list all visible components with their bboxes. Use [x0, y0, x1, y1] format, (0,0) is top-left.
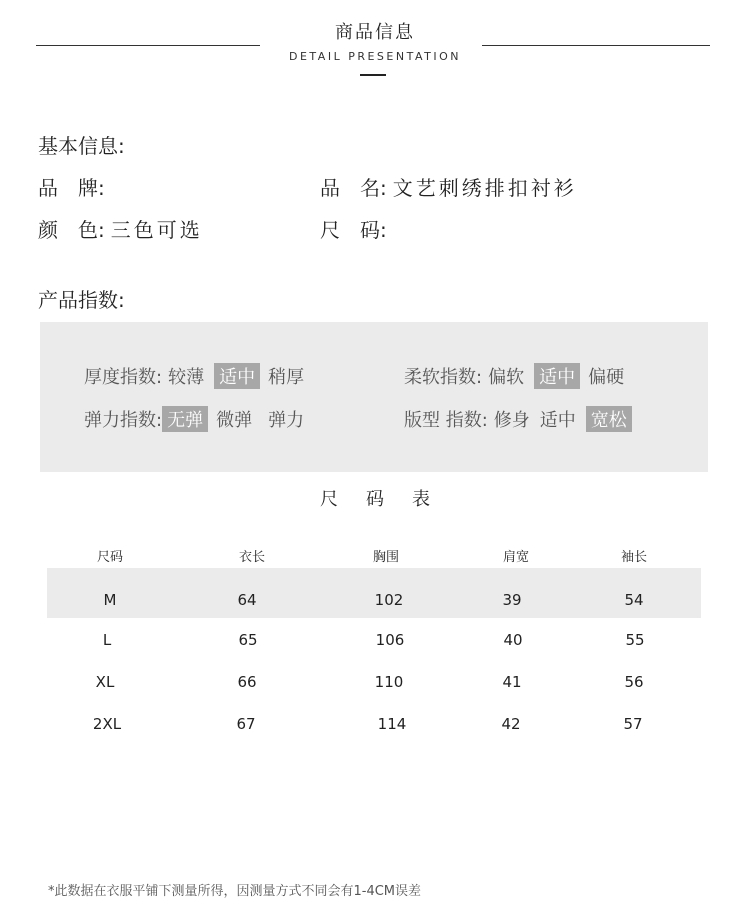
softness-label: 柔软指数:	[404, 367, 483, 388]
col-header-length: 衣长	[238, 550, 265, 565]
size-chart-title: 尺码表	[320, 489, 458, 510]
color-label: 颜 色:	[38, 218, 105, 242]
basic-info-title: 基本信息:	[38, 134, 125, 158]
softness-index	[404, 363, 634, 389]
elasticity-option-3: 弹力	[268, 410, 305, 431]
name-row	[320, 172, 577, 201]
product-index-title: 产品指数:	[38, 288, 125, 312]
thickness-option-2-selected: 适中	[214, 363, 260, 389]
table-cell: 66	[237, 673, 257, 691]
table-cell: XL	[95, 673, 115, 691]
size-label: 尺 码:	[320, 218, 387, 242]
measurement-note: *此数据在衣服平铺下测量所得，因测量方式不同会有1-4CM误差	[48, 884, 422, 899]
color-row	[38, 214, 203, 243]
table-cell: 2XL	[92, 715, 122, 733]
table-cell: 39	[502, 591, 522, 609]
fit-index	[404, 406, 640, 432]
table-cell: 54	[624, 591, 644, 609]
col-header-sleeve: 袖长	[620, 550, 647, 565]
table-cell: M	[103, 591, 117, 609]
table-cell: 67	[236, 715, 256, 733]
table-cell: 110	[374, 673, 404, 691]
softness-option-1: 偏软	[488, 367, 525, 388]
page-title: 商品信息	[335, 22, 415, 43]
col-header-shoulder: 肩宽	[502, 550, 529, 565]
table-cell: 64	[237, 591, 257, 609]
size-row	[320, 214, 393, 243]
brand-label: 品 牌:	[38, 176, 105, 200]
table-cell: L	[102, 631, 112, 649]
thickness-label: 厚度指数:	[84, 367, 163, 388]
thickness-index	[84, 363, 314, 389]
table-cell: 65	[238, 631, 258, 649]
table-cell: 40	[503, 631, 523, 649]
table-cell: 42	[501, 715, 521, 733]
product-index-panel	[40, 322, 708, 472]
name-value: 文艺刺绣排扣衬衫	[392, 176, 577, 200]
table-cell: 55	[625, 631, 645, 649]
page-subtitle: DETAIL PRESENTATION	[289, 50, 461, 63]
softness-option-2-selected: 适中	[534, 363, 580, 389]
fit-option-2: 适中	[539, 410, 576, 431]
table-cell: 106	[375, 631, 405, 649]
brand-row	[38, 172, 111, 201]
header-line-left	[36, 45, 260, 46]
col-header-chest: 胸围	[372, 550, 399, 565]
table-cell: 114	[377, 715, 407, 733]
fit-label: 版型 指数:	[404, 410, 488, 431]
fit-option-1: 修身	[493, 410, 530, 431]
name-label: 品 名:	[320, 176, 387, 200]
table-cell: 102	[374, 591, 404, 609]
col-header-size: 尺码	[96, 550, 123, 565]
elasticity-index	[84, 406, 314, 432]
header-line-right	[482, 45, 710, 46]
elasticity-option-1-selected: 无弹	[162, 406, 208, 432]
elasticity-option-2: 微弹	[216, 410, 253, 431]
color-value: 三色可选	[110, 218, 203, 242]
table-cell: 56	[624, 673, 644, 691]
elasticity-label: 弹力指数:	[84, 410, 163, 431]
thickness-option-3: 稍厚	[268, 367, 305, 388]
fit-option-3-selected: 宽松	[586, 406, 632, 432]
title-underline	[360, 74, 386, 76]
table-cell: 57	[623, 715, 643, 733]
table-cell: 41	[502, 673, 522, 691]
thickness-option-1: 较薄	[168, 367, 205, 388]
softness-option-3: 偏硬	[588, 367, 625, 388]
